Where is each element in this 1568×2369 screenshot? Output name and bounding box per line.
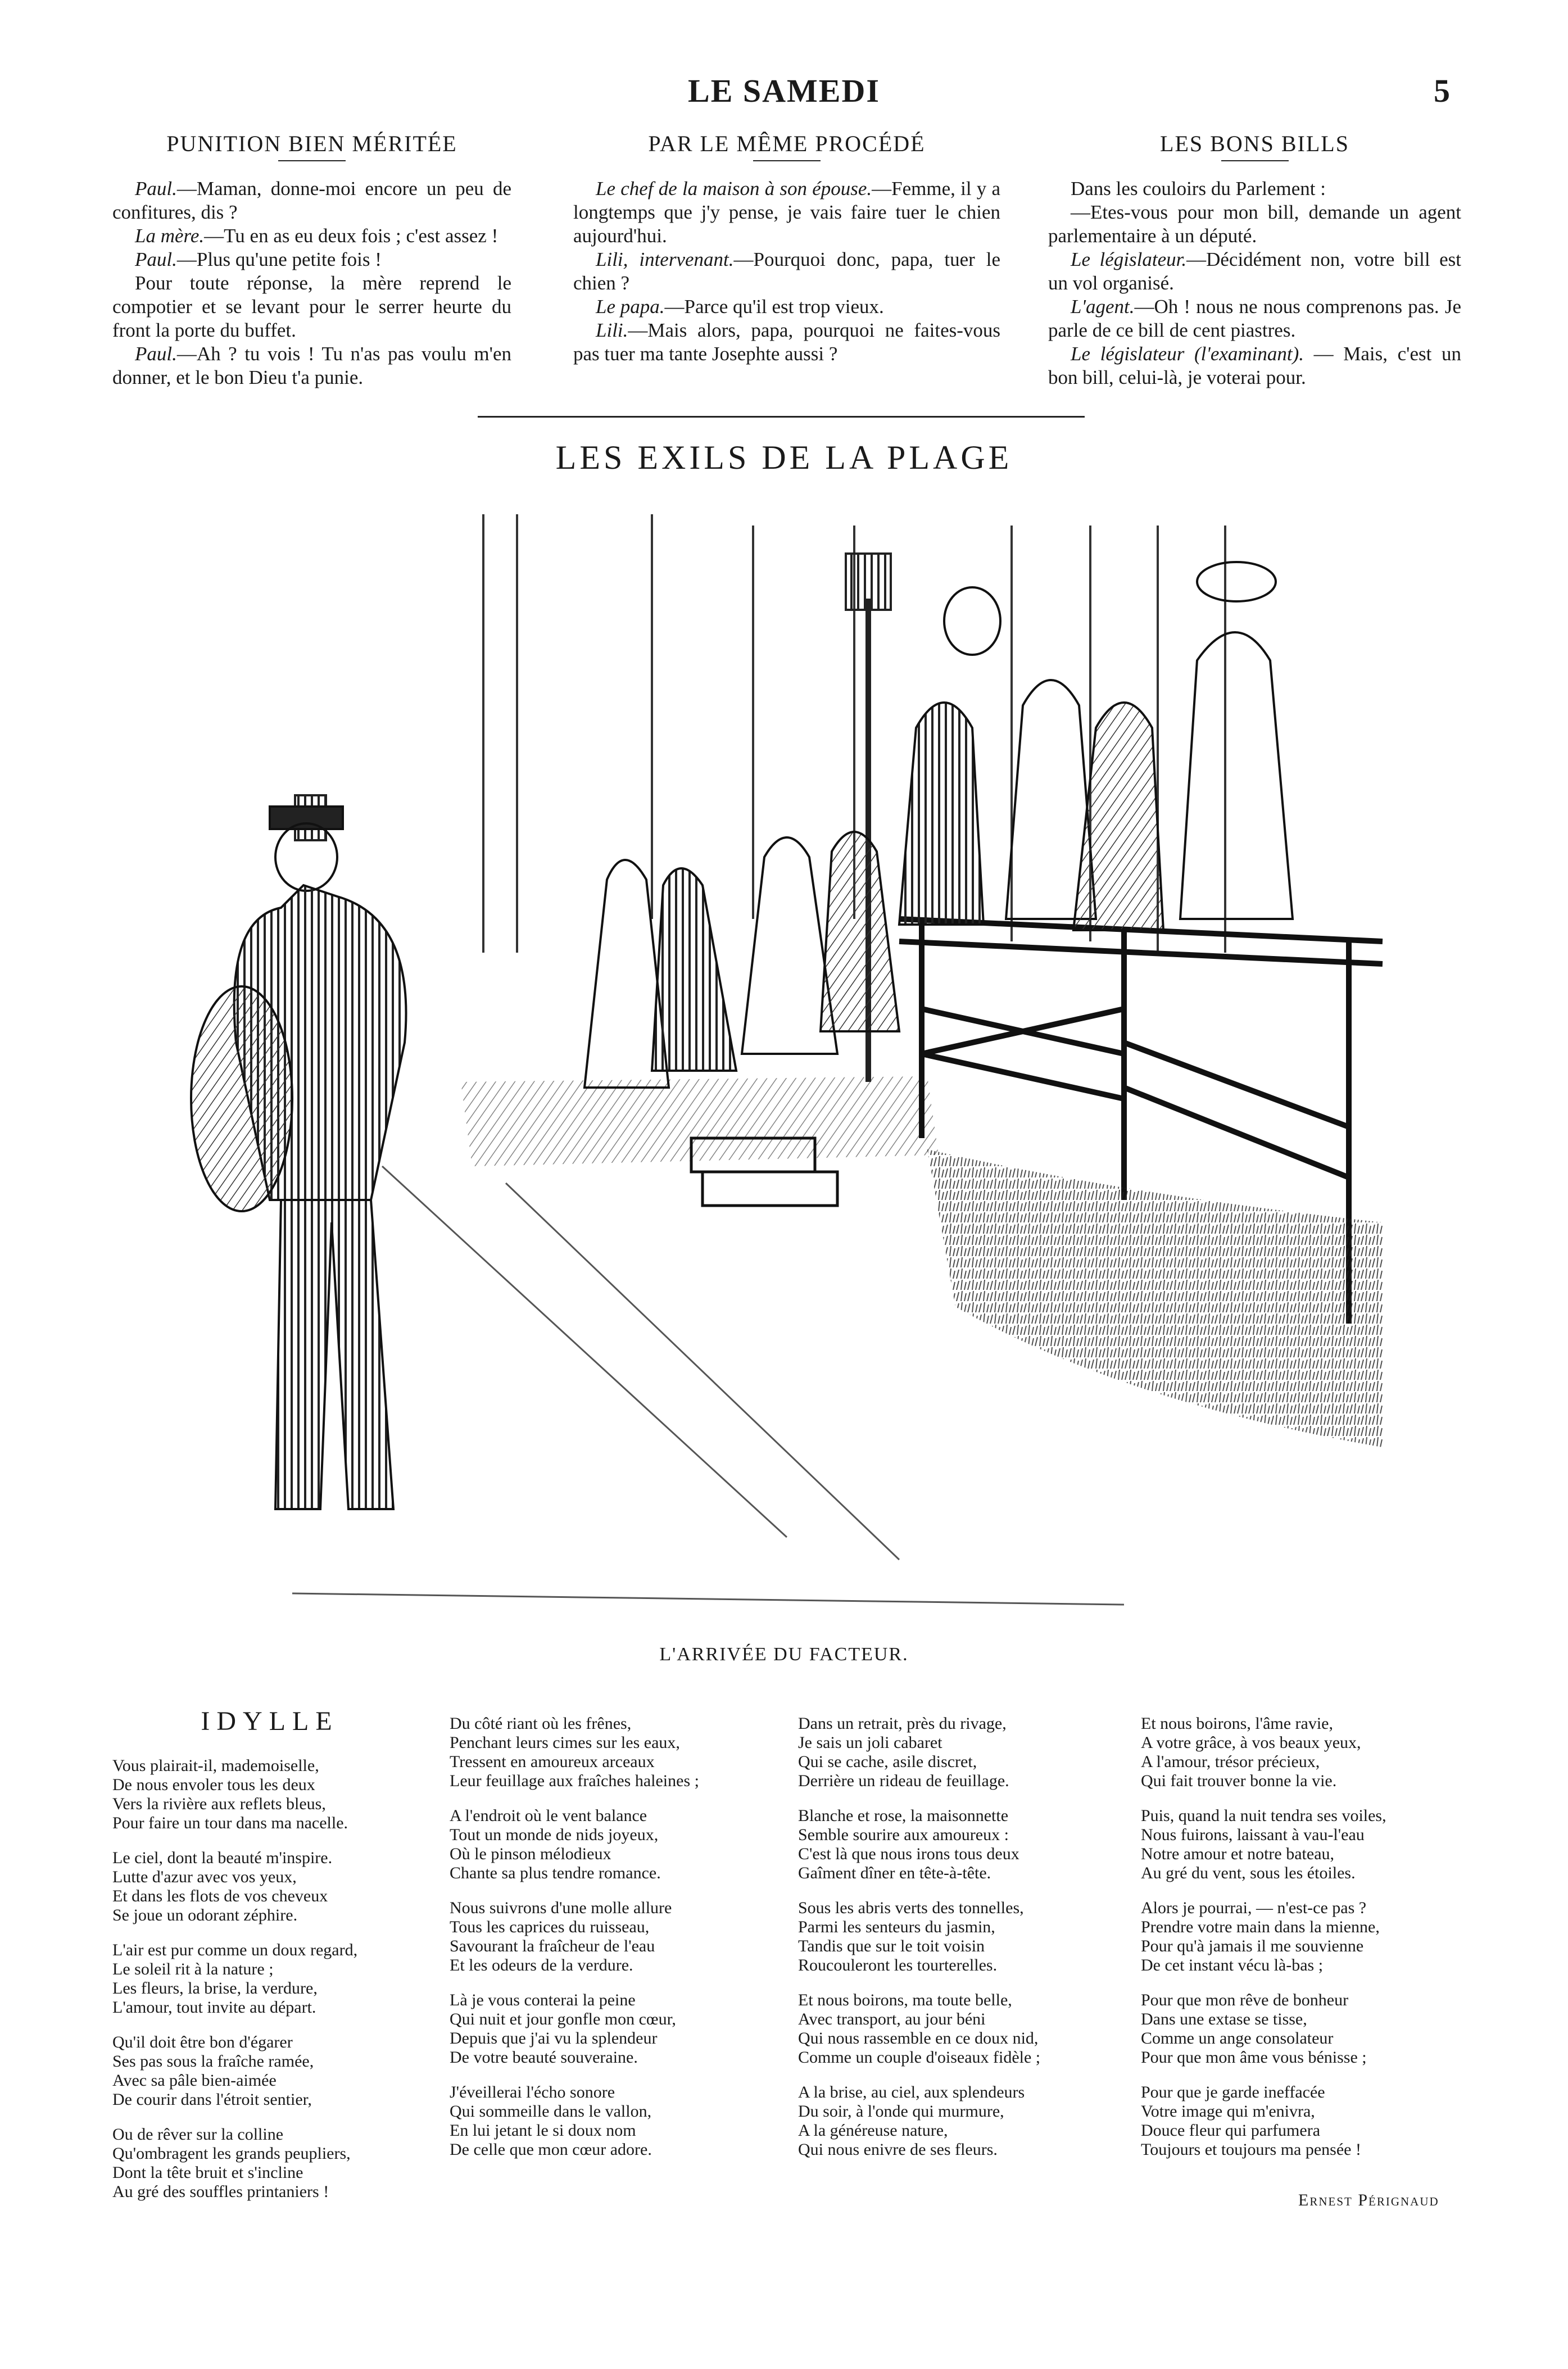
article-title: PAR LE MÊME PROCÉDÉ — [648, 131, 926, 156]
article-paragraph — [112, 342, 511, 389]
poem-line: Gaîment dîner en tête-à-tête. — [798, 1864, 991, 1882]
poem-line: Prendre votre main dans la mienne, — [1141, 1918, 1380, 1936]
poem-line: De votre beauté souveraine. — [450, 2048, 638, 2067]
article-paragraph — [573, 295, 1000, 319]
article-body — [1048, 177, 1461, 389]
poem-stanza — [1141, 1899, 1467, 1975]
poem-line: Je sais un joli cabaret — [798, 1733, 942, 1752]
paragraph-text: —Ah ? tu vois ! Tu n'as pas voulu m'en donner, et le bon Dieu t'a punie. — [112, 343, 511, 388]
poem-line: C'est là que nous irons tous deux — [798, 1845, 1019, 1863]
poem-line: Lutte d'azur avec vos yeux, — [112, 1868, 297, 1886]
poem-line: Votre image qui m'enivra, — [1141, 2102, 1315, 2121]
poem-stanza — [798, 1714, 1124, 1791]
poem-line: Nous suivrons d'une molle allure — [450, 1899, 672, 1917]
poem-line: Notre amour et notre bateau, — [1141, 1845, 1335, 1863]
poem-line: Dont la tête bruit et s'incline — [112, 2163, 303, 2182]
poem-stanza — [112, 1756, 427, 1833]
article-paragraph — [112, 177, 511, 224]
article-paragraph — [112, 248, 511, 271]
poem-line: En lui jetant le si doux nom — [450, 2121, 636, 2140]
poem-line: Ses pas sous la fraîche ramée, — [112, 2052, 314, 2071]
speaker-name: Paul. — [135, 178, 177, 200]
speaker-name: Le papa. — [596, 296, 665, 318]
paragraph-text: —Décidément non, votre bill est un vol organisé. — [1048, 248, 1461, 294]
poem-stanza — [450, 1714, 776, 1791]
poem-line: Au gré des souffles printaniers ! — [112, 2182, 329, 2201]
poem-line: Depuis que j'ai vu la splendeur — [450, 2029, 658, 2048]
poem-line: Alors je pourrai, — n'est-ce pas ? — [1141, 1899, 1367, 1917]
paragraph-text: —Oh ! nous ne nous comprenons pas. Je parle de ce bill de cent piastres. — [1048, 296, 1461, 341]
poem-column-4 — [1141, 1714, 1467, 2175]
poem-line: Pour que mon rêve de bonheur — [1141, 1991, 1349, 2009]
poem-line: Comme un couple d'oiseaux fidèle ; — [798, 2048, 1041, 2067]
article-title: LES BONS BILLS — [1160, 131, 1349, 156]
speaker-name: Le législateur. — [1071, 248, 1187, 270]
poem-line: A la brise, au ciel, aux splendeurs — [798, 2083, 1025, 2101]
poem-stanza — [798, 1899, 1124, 1975]
poem-line: Le ciel, dont la beauté m'inspire. — [112, 1849, 333, 1867]
poem-stanza — [798, 1991, 1124, 2067]
poem-line: Du soir, à l'onde qui murmure, — [798, 2102, 1004, 2121]
poem-line: Parmi les senteurs du jasmin, — [798, 1918, 995, 1936]
article-paragraph — [1048, 342, 1461, 389]
poem-line: Savourant la fraîcheur de l'eau — [450, 1937, 655, 1955]
poem-line: Et nous boirons, l'âme ravie, — [1141, 1714, 1333, 1733]
terrace-platform — [461, 1076, 939, 1166]
newspaper-title: LE SAMEDI — [688, 73, 880, 109]
article-paragraph — [112, 271, 511, 342]
poem-line: Sous les abris verts des tonnelles, — [798, 1899, 1024, 1917]
title-rule — [278, 160, 346, 161]
poem-line: Se joue un odorant zéphire. — [112, 1906, 298, 1924]
title-rule — [1221, 160, 1289, 161]
poem-line: Vers la rivière aux reflets bleus, — [112, 1795, 326, 1813]
speaker-name: Lili. — [596, 319, 628, 341]
article-paragraph — [112, 224, 511, 248]
paragraph-text: — Mais, c'est un bon bill, celui-là, je voterai pour. — [1048, 343, 1461, 388]
poem-line: A l'amour, trésor précieux, — [1141, 1752, 1320, 1771]
poem-line: Qu'il doit être bon d'égarer — [112, 2033, 293, 2051]
poem-line: Qu'ombragent les grands peupliers, — [112, 2144, 351, 2163]
poem-line: Où le pinson mélodieux — [450, 1845, 611, 1863]
speaker-name: La mère. — [135, 225, 205, 247]
article-punition — [112, 132, 511, 389]
poem-stanza — [1141, 1806, 1467, 1883]
illustration-caption: L'ARRIVÉE DU FACTEUR. — [659, 1644, 909, 1665]
poem-stanza — [1141, 2083, 1467, 2159]
article-paragraph — [1048, 248, 1461, 295]
poem-line: De courir dans l'étroit sentier, — [112, 2090, 312, 2109]
poem-line: Dans une extase se tisse, — [1141, 2010, 1307, 2028]
poem-line: De celle que mon cœur adore. — [450, 2140, 652, 2159]
poem-column-2 — [450, 1714, 776, 2175]
poem-line: Qui sommeille dans le vallon, — [450, 2102, 652, 2121]
paragraph-text: —Parce qu'il est trop vieux. — [664, 296, 884, 318]
poem-line: De nous envoler tous les deux — [112, 1775, 315, 1794]
poem-line: A l'endroit où le vent balance — [450, 1806, 647, 1825]
poem-stanza — [450, 1899, 776, 1975]
grass-slope — [927, 1149, 1383, 1447]
page-number: 5 — [1434, 73, 1450, 109]
speaker-name: Lili, intervenant. — [596, 248, 734, 270]
article-paragraph — [1048, 295, 1461, 342]
poem-line: Derrière un rideau de feuillage. — [798, 1772, 1009, 1790]
article-paragraph — [1048, 177, 1461, 201]
poem-line: Pour qu'à jamais il me souvienne — [1141, 1937, 1364, 1955]
group-of-ladies — [584, 562, 1293, 1088]
poem-column-3 — [798, 1714, 1124, 2175]
paragraph-text: —Plus qu'une petite fois ! — [176, 248, 382, 270]
poem-line: Au gré du vent, sous les étoiles. — [1141, 1864, 1356, 1882]
paragraph-text: —Maman, donne-moi encore un peu de confitures, dis ? — [112, 178, 511, 223]
article-paragraph — [573, 248, 1000, 295]
poem-line: Les fleurs, la brise, la verdure, — [112, 1979, 318, 1997]
poem-line: Leur feuillage aux fraîches haleines ; — [450, 1772, 699, 1790]
poem-stanza — [450, 1806, 776, 1883]
poem-line: Semble sourire aux amoureux : — [798, 1826, 1009, 1844]
article-paragraph — [1048, 201, 1461, 248]
poem-line: Nous fuirons, laissant à vau-l'eau — [1141, 1826, 1365, 1844]
speaker-name: Le législateur (l'examinant). — [1071, 343, 1304, 365]
poem-line: Et nous boirons, ma toute belle, — [798, 1991, 1012, 2009]
poem-line: Ou de rêver sur la colline — [112, 2125, 284, 2144]
poem-stanza — [450, 2083, 776, 2159]
section-title: LES EXILS DE LA PLAGE — [555, 439, 1013, 476]
poem-stanza — [1141, 1714, 1467, 1791]
poem-line: Vous plairait-il, mademoiselle, — [112, 1756, 319, 1775]
poem-column-1 — [112, 1756, 427, 2217]
poem-line: Chante sa plus tendre romance. — [450, 1864, 661, 1882]
paragraph-text: —Tu en as eu deux fois ; c'est assez ! — [204, 225, 499, 247]
poem-line: Qui se cache, asile discret, — [798, 1752, 977, 1771]
article-procede — [573, 132, 1000, 366]
poem-line: Roucouleront les tourterelles. — [798, 1956, 998, 1974]
paragraph-text: —Pourquoi donc, papa, tuer le chien ? — [573, 248, 1000, 294]
title-rule — [753, 160, 821, 161]
article-paragraph — [573, 319, 1000, 366]
poem-stanza — [112, 1941, 427, 2017]
poem-line: Là je vous conterai la peine — [450, 1991, 636, 2009]
poem-stanza — [112, 1849, 427, 1925]
poem-line: Pour que je garde ineffacée — [1141, 2083, 1325, 2101]
poem-line: L'amour, tout invite au départ. — [112, 1998, 316, 2017]
poem-stanza — [450, 1991, 776, 2067]
poem-stanza — [798, 1806, 1124, 1883]
poem-line: Tous les caprices du ruisseau, — [450, 1918, 650, 1936]
poem-line: Pour faire un tour dans ma nacelle. — [112, 1814, 348, 1832]
speaker-name: Le chef de la maison à son épouse. — [596, 178, 872, 200]
engraving-illustration — [169, 492, 1444, 1627]
paragraph-text: —Etes-vous pour mon bill, demande un agent parlementaire à un député. — [1048, 201, 1461, 247]
poem-line: J'éveillerai l'écho sonore — [450, 2083, 615, 2101]
poem-signature: Ernest Pérignaud — [1298, 2191, 1439, 2209]
poem-line: Dans un retrait, près du rivage, — [798, 1714, 1007, 1733]
poem-line: Puis, quand la nuit tendra ses voiles, — [1141, 1806, 1386, 1825]
poem-line: A la généreuse nature, — [798, 2121, 948, 2140]
poem-line: Qui nuit et jour gonfle mon cœur, — [450, 2010, 676, 2028]
paragraph-text: Pour toute réponse, la mère reprend le compotier et se levant pour le serrer heurte du front la porte du buffet. — [112, 272, 511, 341]
speaker-name: L'agent. — [1071, 296, 1135, 318]
poem-line: L'air est pur comme un doux regard, — [112, 1941, 358, 1959]
poem-line: A votre grâce, à vos beaux yeux, — [1141, 1733, 1361, 1752]
speaker-name: Paul. — [135, 343, 177, 365]
poem-line: Blanche et rose, la maisonnette — [798, 1806, 1009, 1825]
poem-stanza — [798, 2083, 1124, 2159]
poem-line: Tandis que sur le toit voisin — [798, 1937, 985, 1955]
section-divider — [478, 416, 1085, 418]
poem-line: Et les odeurs de la verdure. — [450, 1956, 633, 1974]
poem-line: Pour que mon âme vous bénisse ; — [1141, 2048, 1367, 2067]
speaker-name: Paul. — [135, 248, 177, 270]
paragraph-text: —Femme, il y a longtemps que j'y pense, je vais faire tuer le chien aujourd'hui. — [573, 178, 1001, 247]
poem-line: De cet instant vécu là-bas ; — [1141, 1956, 1324, 1974]
poem-line: Du côté riant où les frênes, — [450, 1714, 632, 1733]
article-paragraph — [573, 177, 1000, 248]
poem-line: Qui fait trouver bonne la vie. — [1141, 1772, 1337, 1790]
poem-line: Comme un ange consolateur — [1141, 2029, 1334, 2048]
paragraph-text: Dans les couloirs du Parlement : — [1071, 178, 1326, 200]
poem-line: Et dans les flots de vos cheveux — [112, 1887, 328, 1905]
article-bills — [1048, 132, 1461, 389]
paragraph-text: —Mais alors, papa, pourquoi ne faites-vous pas tuer ma tante Josephte aussi ? — [573, 319, 1000, 365]
poem-line: Toujours et toujours ma pensée ! — [1141, 2140, 1361, 2159]
poem-line: Avec transport, au jour béni — [798, 2010, 986, 2028]
poem-line: Qui nous enivre de ses fleurs. — [798, 2140, 998, 2159]
poem-line: Qui nous rassemble en ce doux nid, — [798, 2029, 1039, 2048]
poem-line: Tout un monde de nids joyeux, — [450, 1826, 659, 1844]
poem-stanza — [1141, 1991, 1467, 2067]
poem-title: IDYLLE — [201, 1706, 339, 1736]
article-title: PUNITION BIEN MÉRITÉE — [166, 131, 457, 156]
poem-line: Avec sa pâle bien-aimée — [112, 2071, 277, 2090]
poem-line: Douce fleur qui parfumera — [1141, 2121, 1321, 2140]
poem-line: Le soleil rit à la nature ; — [112, 1960, 274, 1978]
poem-line: Penchant leurs cimes sur les eaux, — [450, 1733, 680, 1752]
poem-stanza — [112, 2125, 427, 2202]
poem-line: Tressent en amoureux arceaux — [450, 1752, 655, 1771]
article-body — [112, 177, 511, 389]
article-body — [573, 177, 1000, 366]
poem-stanza — [112, 2033, 427, 2109]
postman-figure — [191, 807, 406, 1509]
